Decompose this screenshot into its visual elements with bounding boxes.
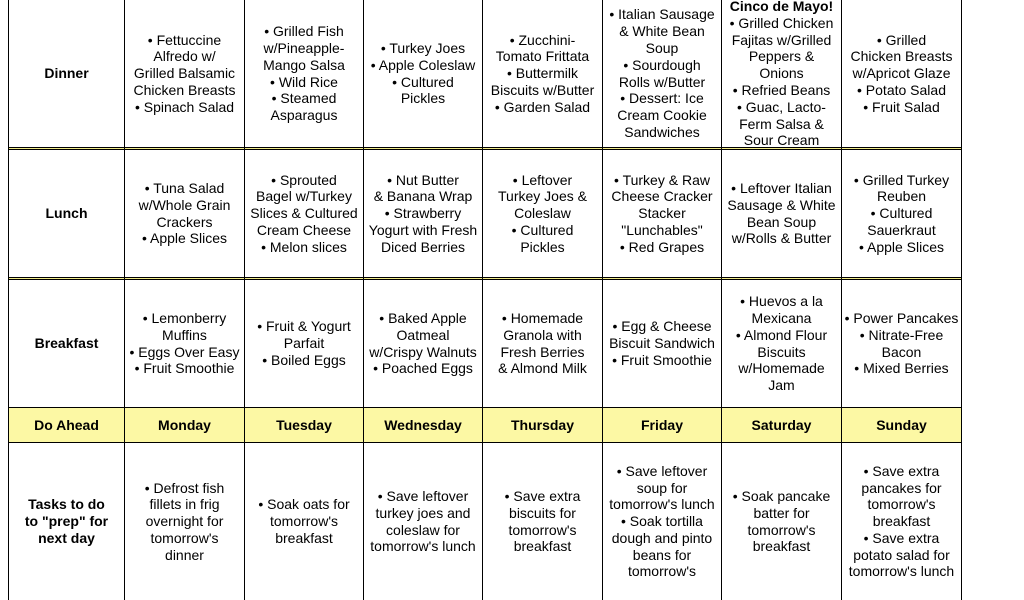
tasks-item-line: dough and pinto xyxy=(611,529,713,546)
breakfast-item-line: Oatmeal xyxy=(396,326,450,343)
day-header-monday: Monday xyxy=(158,416,211,433)
tasks-item-line: • Save leftover xyxy=(377,487,469,504)
breakfast-item-line: w/Homemade xyxy=(738,360,825,377)
breakfast-item-line: & Almond Milk xyxy=(498,360,587,377)
breakfast-item-line: Bacon xyxy=(881,343,922,360)
breakfast-item-line: • Fruit Smoothie xyxy=(612,351,712,368)
lunch-item-line: • Tuna Salad xyxy=(144,179,225,196)
dinner-item-line: Sandwiches xyxy=(624,123,700,140)
day-header-thursday: Thursday xyxy=(510,416,574,433)
tasks-item-line: tomorrow's xyxy=(269,513,339,530)
breakfast-item-line: • Eggs Over Easy xyxy=(129,343,240,360)
tasks-item-line: breakfast xyxy=(752,538,811,555)
lunch-item-line: Pickles xyxy=(520,238,565,255)
lunch-item-line: Sauerkraut xyxy=(867,221,936,238)
dinner-cell-friday xyxy=(603,0,721,147)
tasks-label-line: next day xyxy=(38,529,95,546)
breakfast-item-line: • Power Pancakes xyxy=(844,309,959,326)
lunch-item-line: Yogurt with Fresh xyxy=(368,221,478,238)
tasks-item-line: tomorrow's lunch xyxy=(848,563,955,580)
day-header-wednesday: Wednesday xyxy=(384,416,462,433)
breakfast-cell-wednesday xyxy=(364,280,482,407)
breakfast-item-line: • Huevos a la xyxy=(740,293,823,310)
dinner-item-line: • Grilled Fish xyxy=(264,23,344,40)
tasks-item-line: soup for xyxy=(636,479,688,496)
dinner-item-line: • Italian Sausage xyxy=(609,6,715,23)
lunch-item-line: • Cultured xyxy=(870,205,933,222)
lunch-item-line: Reuben xyxy=(876,188,927,205)
dinner-item-line: Chicken Breasts xyxy=(133,81,236,98)
tasks-item-line: • Soak pancake xyxy=(732,487,831,504)
row-label-lunch: Lunch xyxy=(45,205,88,222)
tasks-item-line: tomorrow's xyxy=(508,521,577,538)
lunch-item-line: Sausage & White xyxy=(727,196,836,213)
breakfast-item-line: • Fruit & Yogurt xyxy=(257,318,351,335)
dinner-item-line: • Grilled Chicken xyxy=(729,14,834,31)
row-label-breakfast: Breakfast xyxy=(34,335,99,352)
dinner-item-line: Rolls w/Butter xyxy=(618,73,706,90)
dinner-item-line: • Wild Rice xyxy=(270,73,338,90)
dinner-item-line: • Apple Coleslaw xyxy=(370,56,476,73)
lunch-item-line: • Red Grapes xyxy=(619,238,705,255)
tasks-item-line: • Defrost fish xyxy=(144,479,225,496)
tasks-item-line: pancakes for xyxy=(861,479,942,496)
tasks-item-line: dinner xyxy=(165,546,204,563)
breakfast-item-line: • Boiled Eggs xyxy=(262,351,346,368)
breakfast-item-line: • Poached Eggs xyxy=(373,360,473,377)
tasks-item-line: beans for xyxy=(632,546,692,563)
tasks-item-line: potato salad for xyxy=(853,546,950,563)
dinner-item-line: • Sourdough xyxy=(623,56,701,73)
dinner-item-line: • Spinach Salad xyxy=(134,98,235,115)
dinner-cell-saturday xyxy=(722,0,841,147)
dinner-item-line: Asparagus xyxy=(270,107,338,124)
lunch-item-line: • Sprouted xyxy=(271,171,337,188)
dinner-item-line: Fajitas w/Grilled xyxy=(731,31,832,48)
lunch-item-line: Cream Cheese xyxy=(256,221,352,238)
lunch-item-line: Coleslaw xyxy=(514,205,571,222)
day-header-sunday: Sunday xyxy=(876,416,927,433)
dinner-item-line: Mango Salsa xyxy=(263,56,345,73)
tasks-item-line: biscuits for xyxy=(509,504,576,521)
breakfast-cell-monday xyxy=(125,280,244,407)
breakfast-item-line: • Mixed Berries xyxy=(854,360,949,377)
dinner-cell-wednesday xyxy=(364,0,482,147)
tasks-label-line: Tasks to do xyxy=(28,496,105,513)
breakfast-item-line: • Almond Flour xyxy=(735,326,828,343)
tasks-item-line: tomorrow's xyxy=(150,529,219,546)
lunch-cell-sunday xyxy=(842,150,961,277)
tasks-item-line: fillets in frig xyxy=(149,496,220,513)
breakfast-item-line: • Nitrate-Free xyxy=(859,326,944,343)
cinco-de-mayo-label: Cinco de Mayo! xyxy=(729,0,834,14)
tasks-item-line: tomorrow's xyxy=(627,563,696,580)
breakfast-cell-saturday xyxy=(722,280,841,407)
dinner-item-line: • Guac, Lacto- xyxy=(737,98,826,115)
tasks-item-line: • Soak oats for xyxy=(258,496,350,513)
breakfast-cell-sunday xyxy=(842,280,961,407)
breakfast-item-line: Muffins xyxy=(162,326,207,343)
tasks-item-line: breakfast xyxy=(275,529,333,546)
dinner-item-line: • Garden Salad xyxy=(494,98,591,115)
dinner-cell-sunday xyxy=(842,0,961,147)
tasks-cell-thursday xyxy=(483,443,602,600)
tasks-cell-monday xyxy=(125,443,244,600)
tasks-item-line: coleslaw for xyxy=(386,521,460,538)
dinner-item-line: • Zucchini- xyxy=(509,31,576,48)
tasks-cell-friday xyxy=(603,443,721,600)
row-label-tasks xyxy=(9,443,124,600)
divider xyxy=(961,0,962,600)
tasks-cell-saturday xyxy=(722,443,841,600)
breakfast-item-line: Jam xyxy=(768,377,795,394)
tasks-item-line: tomorrow's xyxy=(747,521,816,538)
dinner-item-line: • Potato Salad xyxy=(857,81,946,98)
tasks-item-line: breakfast xyxy=(513,538,572,555)
tasks-item-line: overnight for xyxy=(145,513,224,530)
lunch-item-line: • Leftover xyxy=(512,171,573,188)
tasks-item-line: breakfast xyxy=(872,513,931,530)
tasks-item-line: tomorrow's xyxy=(867,496,936,513)
breakfast-item-line: w/Crispy Walnuts xyxy=(369,343,477,360)
dinner-item-line: Cream Cookie xyxy=(617,107,707,124)
tasks-item-line: turkey joes and xyxy=(375,504,471,521)
day-header-tuesday: Tuesday xyxy=(276,416,332,433)
tasks-item-line: • Save extra xyxy=(504,487,581,504)
dinner-item-line: • Steamed xyxy=(271,90,337,107)
lunch-item-line: w/Rolls & Butter xyxy=(731,230,832,247)
dinner-item-line: Peppers & xyxy=(748,48,815,65)
lunch-cell-tuesday xyxy=(245,150,363,277)
tasks-item-line: • Save leftover xyxy=(616,462,708,479)
breakfast-item-line: • Baked Apple xyxy=(379,309,467,326)
breakfast-cell-tuesday xyxy=(245,280,363,407)
breakfast-cell-thursday xyxy=(483,280,602,407)
tasks-item-line: • Save extra xyxy=(863,529,940,546)
breakfast-item-line: Granola with xyxy=(503,326,582,343)
lunch-item-line: Stacker xyxy=(638,205,686,222)
dinner-cell-monday xyxy=(125,0,244,147)
lunch-item-line: • Grilled Turkey xyxy=(853,171,950,188)
breakfast-item-line: • Homemade xyxy=(501,309,584,326)
lunch-item-line: Turkey Joes & xyxy=(498,188,587,205)
dinner-cell-thursday xyxy=(483,0,602,147)
lunch-item-line: • Melon slices xyxy=(261,238,347,255)
dinner-item-line: Sour Cream xyxy=(743,132,820,147)
dinner-item-line: Chicken Breasts xyxy=(850,48,953,65)
lunch-item-line: Bagel w/Turkey xyxy=(256,188,352,205)
lunch-item-line: • Strawberry xyxy=(384,205,462,222)
dinner-item-line: Onions xyxy=(759,65,804,82)
dinner-item-line: • Cultured xyxy=(392,73,454,90)
breakfast-item-line: • Egg & Cheese xyxy=(612,318,712,335)
lunch-item-line: Crackers xyxy=(156,213,213,230)
lunch-cell-saturday xyxy=(722,150,841,277)
row-label-dinner: Dinner xyxy=(44,65,89,82)
dinner-item-line: • Turkey Joes xyxy=(380,39,466,56)
breakfast-cell-friday xyxy=(603,280,721,407)
dinner-item-line: • Dessert: Ice xyxy=(620,90,704,107)
tasks-item-line: tomorrow's lunch xyxy=(370,538,476,555)
lunch-item-line: • Cultured xyxy=(511,221,574,238)
dinner-item-line: w/Apricot Glaze xyxy=(852,65,951,82)
lunch-item-line: • Turkey & Raw xyxy=(614,171,710,188)
lunch-item-line: & Banana Wrap xyxy=(373,188,473,205)
lunch-item-line: Diced Berries xyxy=(380,238,466,255)
dinner-item-line: • Refried Beans xyxy=(732,81,831,98)
lunch-item-line: w/Whole Grain xyxy=(138,196,231,213)
tasks-cell-wednesday xyxy=(364,443,482,600)
breakfast-item-line: Parfait xyxy=(283,335,325,352)
dinner-item-line: Soup xyxy=(645,39,679,56)
tasks-item-line: batter for xyxy=(753,504,810,521)
breakfast-item-line: Mexicana xyxy=(751,309,812,326)
lunch-item-line: • Apple Slices xyxy=(141,230,228,247)
dinner-item-line: Grilled Balsamic xyxy=(133,65,236,82)
lunch-cell-friday xyxy=(603,150,721,277)
breakfast-item-line: Biscuit Sandwich xyxy=(609,335,715,352)
lunch-cell-wednesday xyxy=(364,150,482,277)
dinner-item-line: Alfredo w/ xyxy=(153,48,216,65)
day-header-friday: Friday xyxy=(640,416,683,433)
lunch-item-line: • Apple Slices xyxy=(858,238,945,255)
lunch-item-line: Bean Soup xyxy=(746,213,817,230)
breakfast-item-line: • Lemonberry xyxy=(142,309,227,326)
lunch-item-line: • Leftover Italian xyxy=(731,179,832,196)
dinner-item-line: • Buttermilk xyxy=(506,65,578,82)
dinner-item-line: Tomato Frittata xyxy=(495,48,590,65)
lunch-item-line: Cheese Cracker xyxy=(611,188,713,205)
dinner-item-line: Pickles xyxy=(400,90,446,107)
lunch-cell-monday xyxy=(125,150,244,277)
tasks-label-line: to "prep" for xyxy=(24,513,109,530)
dinner-item-line: Ferm Salsa & xyxy=(739,115,824,132)
dinner-item-line: w/Pineapple- xyxy=(263,39,345,56)
dinner-cell-tuesday xyxy=(245,0,363,147)
tasks-item-line: tomorrow's lunch xyxy=(609,496,715,513)
tasks-item-line: • Soak tortilla xyxy=(621,513,703,530)
dinner-item-line: Biscuits w/Butter xyxy=(490,81,595,98)
lunch-item-line: • Nut Butter xyxy=(387,171,459,188)
lunch-item-line: Slices & Cultured xyxy=(250,205,358,222)
breakfast-item-line: Fresh Berries xyxy=(500,343,585,360)
dinner-item-line: • Fruit Salad xyxy=(863,98,940,115)
breakfast-item-line: • Fruit Smoothie xyxy=(134,360,235,377)
day-header-saturday: Saturday xyxy=(751,416,812,433)
lunch-item-line: "Lunchables" xyxy=(621,221,703,238)
tasks-cell-tuesday xyxy=(245,443,363,600)
tasks-cell-sunday xyxy=(842,443,961,600)
lunch-cell-thursday xyxy=(483,150,602,277)
breakfast-item-line: Biscuits xyxy=(757,343,806,360)
dinner-item-line: • Fettuccine xyxy=(147,31,222,48)
tasks-item-line: • Save extra xyxy=(863,462,940,479)
dinner-item-line: & White Bean xyxy=(619,23,705,40)
row-label-do-ahead: Do Ahead xyxy=(34,416,99,433)
dinner-item-line: • Grilled xyxy=(876,31,927,48)
